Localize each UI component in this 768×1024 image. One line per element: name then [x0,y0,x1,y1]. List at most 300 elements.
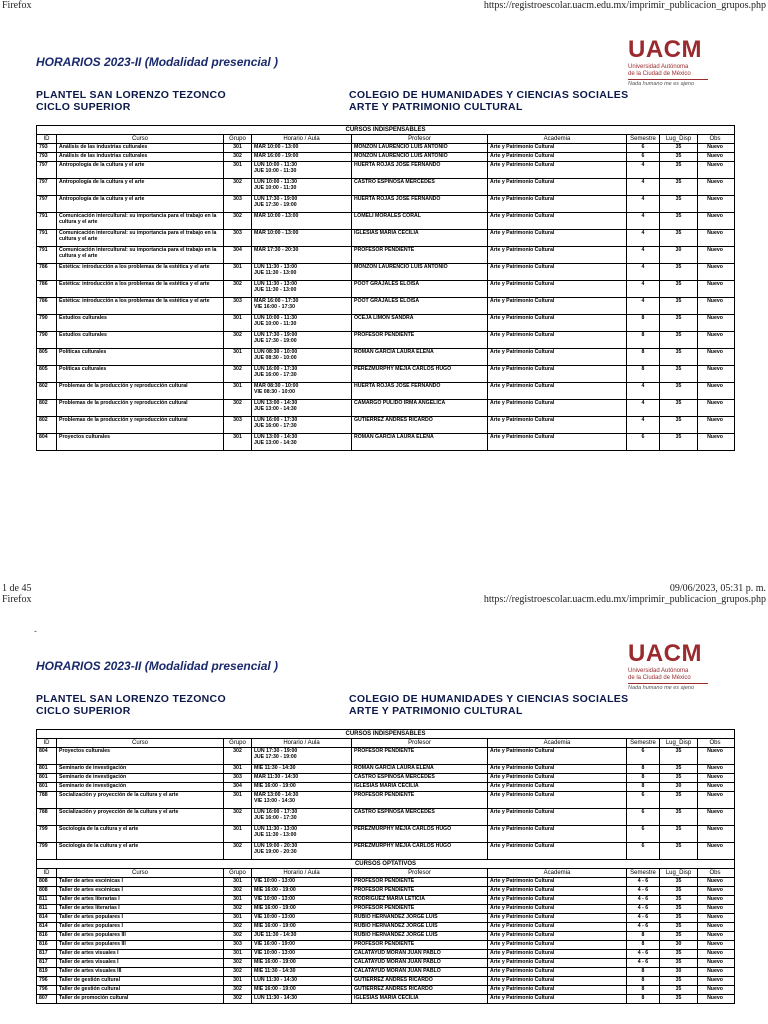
observation: Nuevo [707,196,723,202]
observation: Nuevo [707,281,723,287]
curso-header: Curso [57,135,224,143]
observation: Nuevo [707,932,723,938]
observation: Nuevo [707,923,723,929]
academia-name: ARTE Y PATRIMONIO CULTURAL [349,101,523,113]
group-number: 302 [224,400,252,416]
table-row [37,914,734,923]
professor-name: ROMAN GARCIA LAURA ELENA [352,434,488,450]
semester: 4 - 6 [627,959,660,967]
logo-tagline-2: Nada humano me es ajeno [628,685,695,691]
section-indispensables: CURSOS INDISPENSABLES [37,126,734,135]
schedule-time: MIE 16:00 - 19:00 [252,986,352,994]
section-optativos: CURSOS OPTATIVOS [37,859,734,869]
academy-name: Arte y Patrimonio Cultural [488,878,627,886]
professor-name: CASTRO ESPINOSA MERCEDES [352,774,488,782]
course-name: Estética: introducción a los problemas de la estética y el arte [57,264,224,280]
column-header-row-2 [37,739,734,748]
semester: 6 [627,153,660,161]
group-number: 301 [224,977,252,985]
course-name: Comunicación intercultural: su importancia para el trabajo en la cultura y el arte [57,230,224,246]
course-id: 799 [37,843,57,859]
schedule-table-p2 [36,729,735,1004]
available-seats: 35 [660,196,698,212]
group-number: 301 [224,792,252,808]
professor-name: PROFESOR PENDIENTE [352,941,488,949]
semester: 4 [627,281,660,297]
table-row [37,887,734,896]
course-id: 791 [37,213,57,229]
professor-name: ROMAN GARCIA LAURA ELENA [352,765,488,773]
semester: 8 [627,932,660,940]
obs-header: Obs [709,136,721,142]
academy-name: Arte y Patrimonio Cultural [488,968,627,976]
academy-name: Arte y Patrimonio Cultural [488,941,627,949]
available-seats: 35 [660,179,698,195]
table-row [37,792,734,809]
table-row [37,748,734,765]
table-row [37,765,734,774]
observation: Nuevo [707,986,723,992]
schedule-time: MAR 13:00 - 14:30 VIE 13:00 - 14:30 [252,792,352,808]
available-seats: 35 [660,774,698,782]
table-row [37,941,734,950]
group-number: 301 [224,950,252,958]
course-name: Problemas de la producción y reproducción cultural [57,383,224,399]
academia-header: Academia [488,135,627,143]
id-header: ID [37,739,57,747]
observation: Nuevo [707,765,723,771]
course-name: Taller de artes escénicas I [57,887,224,895]
schedule-time: MAR 10:00 - 13:00 [252,144,352,152]
professor-name: RUBIO HERNANDEZ JORGE LUIS [352,914,488,922]
browser-name: Firefox [2,0,32,11]
semester: 4 [627,247,660,263]
professor-name: IGLESIAS MARIA CECILIA [352,230,488,246]
available-seats: 35 [660,281,698,297]
group-number: 302 [224,968,252,976]
professor-name: ROMAN GARCIA LAURA ELENA [352,349,488,365]
observation: Nuevo [707,153,723,159]
table-row [37,144,734,153]
course-name: Estética: introducción a los problemas de la estética y el arte [57,298,224,314]
academy-name: Arte y Patrimonio Cultural [488,950,627,958]
professor-name: PROFESOR PENDIENTE [352,247,488,263]
plantel-name: PLANTEL SAN LORENZO TEZONCO [36,89,226,101]
table-row [37,896,734,905]
academy-name: Arte y Patrimonio Cultural [488,896,627,904]
group-number: 303 [224,941,252,949]
table-row [37,783,734,792]
page-url[interactable]: https://registroescolar.uacm.edu.mx/imprimir_publicacion_grupos.php [483,0,766,11]
schedule-time: MAR 10:00 - 13:00 [252,213,352,229]
semester: 4 - 6 [627,923,660,931]
academy-name: Arte y Patrimonio Cultural [488,247,627,263]
course-name: Problemas de la producción y reproducción cultural [57,417,224,433]
professor-name: GUTIERREZ ANDRES RICARDO [352,417,488,433]
academy-name: Arte y Patrimonio Cultural [488,923,627,931]
observation: Nuevo [707,774,723,780]
uacm-logo [628,36,728,87]
table-row [37,196,734,213]
semester: 4 - 6 [627,887,660,895]
schedule-time: LUN 10:00 - 11:30 JUE 10:00 - 11:30 [252,162,352,178]
academy-name: Arte y Patrimonio Cultural [488,213,627,229]
group-number: 302 [224,932,252,940]
schedule-time: LUN 16:00 - 17:30 JUE 16:00 - 17:30 [252,417,352,433]
available-seats: 30 [660,968,698,976]
semester: 4 [627,179,660,195]
professor-name: LOMELI MORALES CORAL [352,213,488,229]
table-row [37,247,734,264]
table-row [37,986,734,995]
course-name: Socialización y proyección de la cultura y el arte [57,792,224,808]
course-name: Seminario de investigación [57,765,224,773]
schedule-time: LUN 10:00 - 11:30 JUE 10:00 - 11:30 [252,315,352,331]
academy-name: Arte y Patrimonio Cultural [488,792,627,808]
professor-name: MONZON LAURENCIO LUIS ANTONIO [352,153,488,161]
course-id: 817 [37,959,57,967]
observation: Nuevo [707,950,723,956]
semester: 8 [627,941,660,949]
observation: Nuevo [707,809,723,815]
course-name: Taller de promoción cultural [57,995,224,1003]
available-seats: 35 [660,153,698,161]
course-name: Sociología de la cultura y el arte [57,826,224,842]
group-number: 302 [224,887,252,895]
academy-name: Arte y Patrimonio Cultural [488,153,627,161]
semester: 4 [627,298,660,314]
course-id: 819 [37,968,57,976]
logo-word-2: UACM [628,640,702,667]
page-count: 1 de 45 [2,583,32,594]
semester: 8 [627,977,660,985]
available-seats: 35 [660,923,698,931]
semester: 6 [627,144,660,152]
table-row [37,153,734,162]
observation: Nuevo [707,792,723,798]
group-number: 304 [224,783,252,791]
available-seats: 35 [660,213,698,229]
academy-name: Arte y Patrimonio Cultural [488,809,627,825]
group-number: 302 [224,748,252,764]
curso-header: Curso [57,869,224,877]
course-id: 790 [37,332,57,348]
available-seats: 30 [660,941,698,949]
schedule-time: LUN 16:00 - 17:30 JUE 16:00 - 17:30 [252,366,352,382]
group-number: 301 [224,878,252,886]
professor-name: HUERTA ROJAS JOSE FERNANDO [352,162,488,178]
colegio-header-2 [349,693,628,717]
course-id: 788 [37,809,57,825]
schedule-time: VIE 16:00 - 19:00 [252,941,352,949]
course-id: 804 [37,434,57,450]
schedule-time: MAR 11:30 - 14:30 [252,774,352,782]
professor-name: RODRIGUEZ MARIA LETICIA [352,896,488,904]
academy-name: Arte y Patrimonio Cultural [488,959,627,967]
plantel-name-2: PLANTEL SAN LORENZO TEZONCO [36,693,226,705]
professor-name: POOT GRAJALES ELOISA [352,281,488,297]
grupo-header: Grupo [224,739,252,747]
table-row [37,332,734,349]
group-number: 302 [224,905,252,913]
professor-name: PROFESOR PENDIENTE [352,332,488,348]
group-number: 301 [224,765,252,773]
course-name: Antropología de la cultura y el arte [57,179,224,195]
schedule-time: LUN 11:30 - 13:00 JUE 11:30 - 13:00 [252,281,352,297]
course-name: Análisis de las industrias culturales [57,153,224,161]
professor-name: CAMARGO PULIDO IRMA ANGELICA [352,400,488,416]
table-row [37,230,734,247]
uacm-logo-2 [628,640,728,691]
course-name: Taller de gestión cultural [57,986,224,994]
group-number: 303 [224,298,252,314]
available-seats: 35 [660,914,698,922]
academia-name-2: ARTE Y PATRIMONIO CULTURAL [349,705,523,717]
plantel-header-2 [36,693,226,717]
schedule-time: MAR 16:00 - 17:30 VIE 16:00 - 17:30 [252,298,352,314]
available-seats: 35 [660,264,698,280]
semester: 4 - 6 [627,905,660,913]
course-name: Taller de artes populares III [57,932,224,940]
table-row [37,809,734,826]
course-id: 793 [37,153,57,161]
professor-name: CALATAYUD MORAN JUAN PABLO [352,950,488,958]
professor-name: CASTRO ESPINOSA MERCEDES [352,809,488,825]
group-number: 302 [224,366,252,382]
group-number: 301 [224,383,252,399]
grupo-header: Grupo [224,869,252,877]
course-name: Políticas culturales [57,349,224,365]
observation: Nuevo [707,905,723,911]
logo-tagline: Nada humano me es ajeno [628,81,695,87]
course-name: Comunicación intercultural: su importancia para el trabajo en la cultura y el arte [57,247,224,263]
observation: Nuevo [707,968,723,974]
course-name: Taller de artes escénicas I [57,878,224,886]
group-number: 302 [224,332,252,348]
academy-name: Arte y Patrimonio Cultural [488,162,627,178]
table-row [37,434,734,450]
professor-name: CALATAYUD MORAN JUAN PABLO [352,968,488,976]
professor-name: MONZON LAURENCIO LUIS ANTONIO [352,264,488,280]
table-row [37,959,734,968]
semester: 4 [627,162,660,178]
observation: Nuevo [707,977,723,983]
academy-name: Arte y Patrimonio Cultural [488,932,627,940]
academy-name: Arte y Patrimonio Cultural [488,349,627,365]
course-name: Proyectos culturales [57,748,224,764]
group-number: 302 [224,179,252,195]
observation: Nuevo [707,417,723,423]
course-name: Estudios culturales [57,332,224,348]
professor-name: PROFESOR PENDIENTE [352,792,488,808]
course-id: 807 [37,995,57,1003]
available-seats: 35 [660,932,698,940]
profesor-header: Profesor [352,135,488,143]
professor-name: HUERTA ROJAS JOSE FERNANDO [352,383,488,399]
observation: Nuevo [707,878,723,884]
table-row [37,349,734,366]
table-row [37,281,734,298]
table-row [37,213,734,230]
semester: 4 - 6 [627,950,660,958]
available-seats: 35 [660,349,698,365]
document-title: HORARIOS 2023-II (Modalidad presencial ) [36,55,279,69]
ciclo-name: CICLO SUPERIOR [36,101,131,113]
course-id: 802 [37,383,57,399]
schedule-time: VIE 10:00 - 13:00 [252,878,352,886]
semester: 4 - 6 [627,896,660,904]
semester: 4 [627,383,660,399]
schedule-time: MAR 08:30 - 10:00 VIE 08:30 - 10:00 [252,383,352,399]
schedule-time: MIE 16:00 - 19:00 [252,923,352,931]
table-row [37,923,734,932]
academy-name: Arte y Patrimonio Cultural [488,281,627,297]
observation: Nuevo [707,247,723,253]
observation: Nuevo [707,366,723,372]
observation: Nuevo [707,400,723,406]
table-row [37,826,734,843]
group-number: 303 [224,230,252,246]
semester: 6 [627,792,660,808]
group-number: 302 [224,213,252,229]
semester: 6 [627,748,660,764]
available-seats: 35 [660,315,698,331]
academy-name: Arte y Patrimonio Cultural [488,196,627,212]
observation: Nuevo [707,332,723,338]
available-seats: 35 [660,878,698,886]
logo-divider [628,79,708,80]
group-number: 302 [224,986,252,994]
course-id: 801 [37,774,57,782]
course-id: 788 [37,792,57,808]
available-seats: 35 [660,809,698,825]
schedule-table-p1 [36,125,735,451]
table-row [37,950,734,959]
observation: Nuevo [707,315,723,321]
professor-name: HUERTA ROJAS JOSE FERNANDO [352,196,488,212]
observation: Nuevo [707,941,723,947]
group-number: 303 [224,417,252,433]
schedule-time: LUN 17:30 - 19:00 JUE 17:30 - 19:00 [252,748,352,764]
logo-sub1: Universidad Autónoma [628,64,689,70]
group-number: 302 [224,995,252,1003]
available-seats: 35 [660,765,698,773]
available-seats: 35 [660,986,698,994]
group-number: 301 [224,434,252,450]
table-row [37,968,734,977]
academy-name: Arte y Patrimonio Cultural [488,887,627,895]
course-name: Sociología de la cultura y el arte [57,843,224,859]
group-number: 302 [224,281,252,297]
observation: Nuevo [707,434,723,440]
horario-header: Horario / Aula [252,869,352,877]
semester: 4 [627,213,660,229]
semester: 6 [627,809,660,825]
semester: 6 [627,434,660,450]
semester: 8 [627,332,660,348]
course-name: Taller de artes populares I [57,923,224,931]
academy-name: Arte y Patrimonio Cultural [488,417,627,433]
lugares-header: Lug_Disp [660,869,698,877]
course-id: 791 [37,247,57,263]
schedule-time: MIE 16:00 - 19:00 [252,959,352,967]
page-url-2[interactable]: https://registroescolar.uacm.edu.mx/imprimir_publicacion_grupos.php [483,594,766,605]
ciclo-name-2: CICLO SUPERIOR [36,705,131,717]
course-id: 811 [37,896,57,904]
available-seats: 35 [660,826,698,842]
table-row [37,905,734,914]
observation: Nuevo [707,914,723,920]
course-name: Taller de artes visuales I [57,950,224,958]
academy-name: Arte y Patrimonio Cultural [488,315,627,331]
course-name: Seminario de investigación [57,783,224,791]
group-number: 301 [224,264,252,280]
professor-name: PROFESOR PENDIENTE [352,878,488,886]
group-number: 301 [224,914,252,922]
academy-name: Arte y Patrimonio Cultural [488,977,627,985]
group-number: 304 [224,247,252,263]
table-row [37,162,734,179]
course-id: 796 [37,977,57,985]
semester: 4 [627,196,660,212]
professor-name: IGLESIAS MARIA CECILIA [352,783,488,791]
observation: Nuevo [707,298,723,304]
semester: 8 [627,995,660,1003]
professor-name: GUTIERREZ ANDRES RICARDO [352,986,488,994]
group-number: 302 [224,153,252,161]
professor-name: POOT GRAJALES ELOISA [352,298,488,314]
horario-header: Horario / Aula [252,739,352,747]
print-timestamp: 09/06/2023, 05:31 p. m. [669,583,766,594]
semester: 4 [627,264,660,280]
academy-name: Arte y Patrimonio Cultural [488,400,627,416]
course-id: 811 [37,905,57,913]
course-name: Seminario de investigación [57,774,224,782]
semester: 4 - 6 [627,878,660,886]
professor-name: RUBIO HERNANDEZ JORGE LUIS [352,923,488,931]
document-title-2: HORARIOS 2023-II (Modalidad presencial ) [36,659,279,673]
group-number: 303 [224,196,252,212]
schedule-time: LUN 11:30 - 13:00 JUE 11:30 - 13:00 [252,264,352,280]
table-row [37,366,734,383]
professor-name: PEREZMURPHY MEJIA CARLOS HUGO [352,366,488,382]
schedule-time: VIE 10:00 - 13:00 [252,914,352,922]
table-row [37,264,734,281]
available-seats: 35 [660,896,698,904]
semester: 4 [627,400,660,416]
column-header-row-3 [37,869,734,878]
available-seats: 35 [660,366,698,382]
course-name: Taller de artes visuales III [57,968,224,976]
course-name: Taller de artes literarias I [57,905,224,913]
available-seats: 35 [660,905,698,913]
profesor-header: Profesor [352,869,488,877]
schedule-time: LUN 11:30 - 13:00 JUE 11:30 - 13:00 [252,826,352,842]
course-name: Antropología de la cultura y el arte [57,196,224,212]
course-name: Estudios culturales [57,315,224,331]
observation: Nuevo [707,887,723,893]
obs-header: Obs [709,870,721,876]
available-seats: 35 [660,959,698,967]
course-id: 786 [37,264,57,280]
course-id: 793 [37,144,57,152]
colegio-header [349,89,628,113]
academy-name: Arte y Patrimonio Cultural [488,914,627,922]
observation: Nuevo [707,896,723,902]
group-number: 302 [224,959,252,967]
professor-name: PEREZMURPHY MEJIA CARLOS HUGO [352,826,488,842]
colegio-name: COLEGIO DE HUMANIDADES Y CIENCIAS SOCIALES [349,89,629,101]
